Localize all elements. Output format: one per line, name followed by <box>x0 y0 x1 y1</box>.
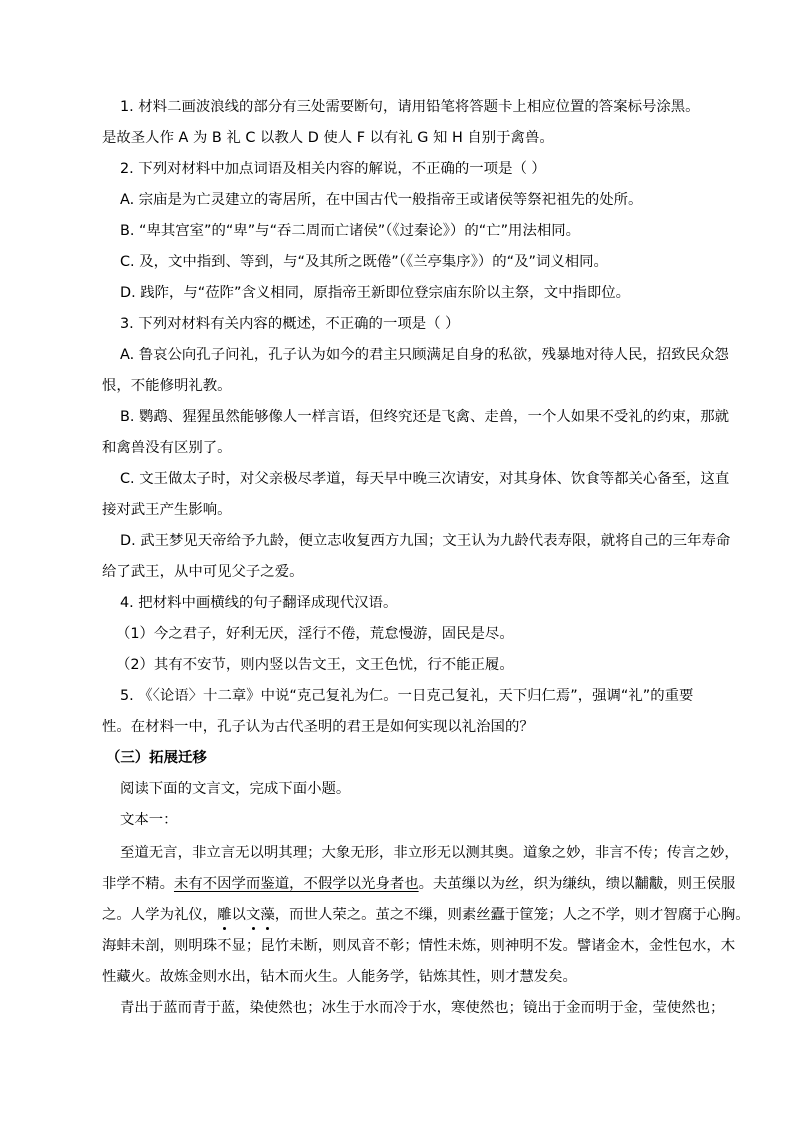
text-one-label: 文本一： <box>120 812 178 828</box>
passage-line-3 <box>102 905 750 925</box>
q3-option-b-line1: B. 鹦鹉、猩猩虽然能够像人一样言语，但终究还是飞禽、走兽，一个人如果不受礼的约束，那就 <box>120 409 730 425</box>
section-heading: （三）拓展迁移 <box>106 750 207 766</box>
q3-option-c-line1: C. 文王做太子时，对父亲极尽孝道，每天早中晚三次请安，对其身体、饮食等都关心备至，这直 <box>120 471 730 487</box>
q4-text: 4. 把材料中画横线的句子翻译成现代汉语。 <box>120 595 398 611</box>
passage-line-5: 性藏火。故炼金则水出，钻木而火生。人能务学，钻炼其性，则才慧发矣。 <box>102 969 577 985</box>
passage-text: 非学不精。 <box>102 876 174 892</box>
q3-option-d-line2: 给了武王，从中可见父子之爱。 <box>102 564 304 580</box>
section-instruction: 阅读下面的文言文，完成下面小题。 <box>120 781 351 797</box>
q4-sentence-1: （1）今之君子，好利无厌，淫行不倦，荒怠慢游，固民是尽。 <box>116 626 514 642</box>
dotted-word: 文 <box>245 907 261 923</box>
passage-text: 。夫茧缫以为丝，织为缣纨，缋以黼黻，则王侯服 <box>418 876 736 892</box>
passage-text: 之。人学为礼仪， <box>102 907 218 923</box>
q3-option-c-line2: 接对武王产生影响。 <box>102 502 232 518</box>
passage-text: ，而世人荣之。茧之不缫，则素丝蠹于筐笼；人之不学，则才智腐于心胸。 <box>274 907 750 923</box>
q2-option-d: D. 践阼，与“莅阼”含义相同，原指帝王新即位登宗庙东阶以主祭，文中指即位。 <box>120 285 631 301</box>
q3-option-a-line1: A. 鲁哀公向孔子问礼，孔子认为如今的君主只顾满足自身的私欲，残暴地对待人民，招致民众怨 <box>120 347 729 363</box>
passage-line-1: 至道无言，非立言无以明其理；大象无形，非立形无以测其奥。道象之妙，非言不传；传言之妙， <box>120 845 739 861</box>
q2-option-b: B. “卑其宫室”的“卑”与“吞二周而亡诸侯”（《过秦论》）的“亡”用法相同。 <box>120 223 581 239</box>
passage-line-2 <box>102 874 735 894</box>
q2-option-c: C. 及，文中指到、等到，与“及其所之既倦”（《兰亭集序》）的“及”词义相同。 <box>120 254 608 270</box>
q5-line2: 性。在材料一中，孔子认为古代圣明的君王是如何实现以礼治国的？ <box>102 719 534 735</box>
q2-text: 2. 下列对材料中加点词语及相关内容的解说，不正确的一项是（ ） <box>120 161 546 177</box>
dotted-word: 藻 <box>260 907 275 923</box>
passage-text: 以 <box>231 907 246 923</box>
dotted-word: 雕 <box>217 907 232 923</box>
q5-line1: 5. 《〈论语〉十二章》中说“克己复礼为仁。一日克己复礼，天下归仁焉”，强调“礼”的重要 <box>120 688 694 704</box>
q3-text: 3. 下列对材料有关内容的概述，不正确的一项是（ ） <box>120 316 460 332</box>
q2-option-a: A. 宗庙是为亡灵建立的寄居所，在中国古代一般指帝王或诸侯等祭祀祖先的处所。 <box>120 192 643 208</box>
q1-options: 是故圣人作 A 为 B 礼 C 以教人 D 使人 F 以有礼 G 知 H 自别于禽兽。 <box>102 130 554 146</box>
passage-line-6: 青出于蓝而青于蓝，染使然也；冰生于水而冷于水，寒使然也；镜出于金而明于金，莹使然也； <box>120 1000 725 1016</box>
q1-text: 1. 材料二画波浪线的部分有三处需要断句，请用铅笔将答题卡上相应位置的答案标号涂黑。 <box>120 99 700 115</box>
q3-option-a-line2: 恨，不能修明礼教。 <box>102 378 232 394</box>
underlined-sentence: 未有不因学而鉴道，不假学以光身者也 <box>173 876 419 892</box>
q3-option-b-line2: 和禽兽没有区别了。 <box>102 440 232 456</box>
passage-line-4: 海蚌未剖，则明珠不显；昆竹未断，则凤音不彰；情性未炼，则神明不发。譬诸金木，金性包水，木 <box>102 938 736 954</box>
q4-sentence-2: （2）其有不安节，则内竖以告文王，文王色忧，行不能正履。 <box>116 657 514 673</box>
q3-option-d-line1: D. 武王梦见天帝给予九龄，便立志收复西方九国；文王认为九龄代表寿限，就将自己的三年寿命 <box>120 533 731 549</box>
